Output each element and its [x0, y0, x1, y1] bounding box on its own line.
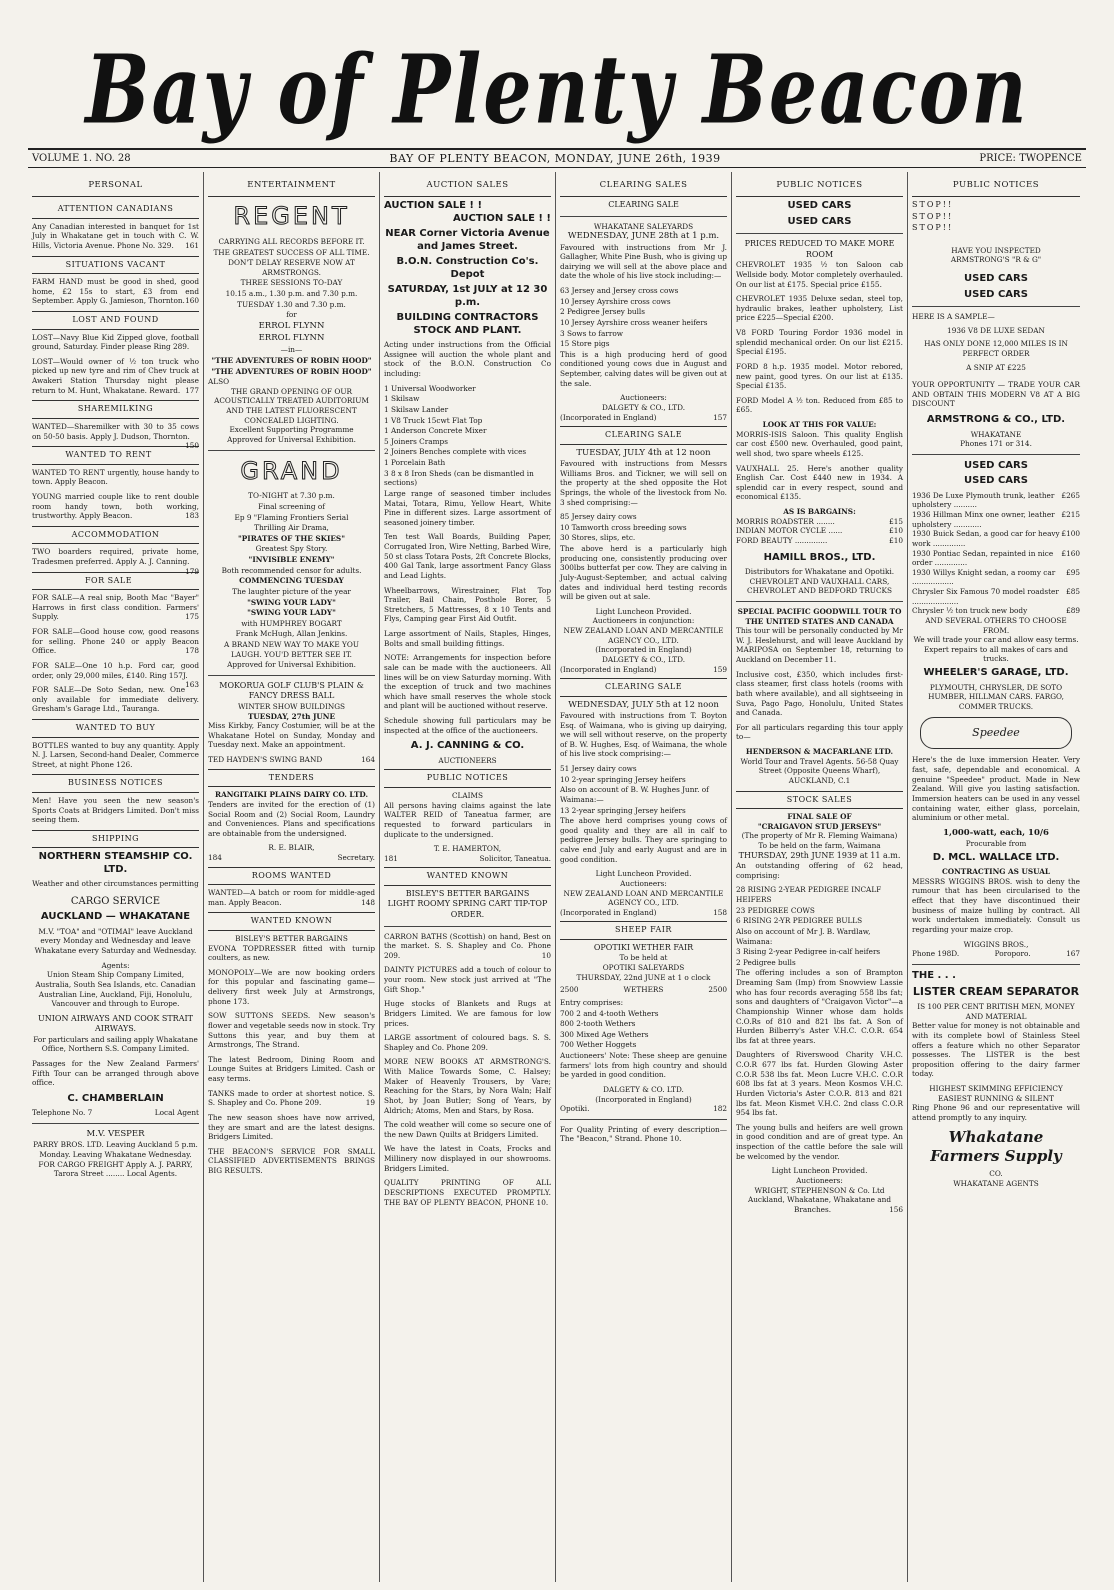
notice-text: Weather and other circumstances permitting: [32, 879, 199, 889]
column-heading: PUBLIC NOTICES: [736, 176, 903, 197]
stock-list: 28 RISING 2-YEAR PEDIGREE INCALF HEIFERS 23 PEDIGREE COWS 6 RISING 2-YR PEDIGREE BULLS Also on account of Mr J. B. Wardlaw, Waimana: 3 Rising 2-year Pedigree in-calf heifers 2 Pedigree bulls: [736, 885, 882, 967]
notice-text: NOTE: Arrangements for inspection before sale can be made with the auctioneers. All lines will be on view Saturday morning. With the exception of truck and two machines which have small reserves the whole stock and plant will be auctioned without reserve.: [384, 653, 551, 711]
notice-text: MESSRS WIGGINS BROS. wish to deny the rumour that has been circularised to the effect that they have discontinued their business of maize hulling by contract. All work undertaken immediately. Consult us regarding your maize crop.: [912, 876, 1080, 934]
notice-text: An outstanding offering of 62 head, comprising:: [736, 861, 903, 880]
car-listing: Chrysler Six Famous 70 model roadster .................... £85: [912, 587, 1080, 606]
notice-text: Procurable from: [965, 839, 1027, 849]
auctioneer-incorporation: (Incorporated in England) 159: [560, 664, 727, 674]
section-heading: SHAREMILKING: [32, 400, 199, 419]
notice-text: HIGHEST SKIMMING EFFICIENCY EASIEST RUNNING & SILENT: [929, 1084, 1063, 1103]
section-heading: TENDERS: [208, 769, 375, 788]
notice-title: SPECIAL PACIFIC GOODWILL TOUR TO THE UNITED STATES AND CANADA: [737, 606, 902, 626]
notice-text: YOUR OPPORTUNITY — TRADE YOUR CAR AND OBTAIN THIS MODERN V8 AT A BIG DISCOUNT: [912, 380, 1080, 409]
divider: [912, 964, 1080, 965]
notice-text: IS 100 PER CENT BRITISH MEN, MONEY AND MATERIAL: [917, 1002, 1075, 1021]
bargain-row: INDIAN MOTOR CYCLE ...... £10: [736, 526, 903, 536]
car-listing: Chrysler ½ ton truck new body £89: [912, 606, 1080, 616]
notice-text: CARGO SERVICE: [70, 896, 161, 908]
notice-title: CLAIMS: [451, 791, 484, 801]
auction-title: AUCTION SALE ! !: [452, 212, 551, 224]
ad-title: USED CARS: [964, 288, 1028, 300]
sale-title: OPOTIKI WETHER FAIR: [593, 942, 694, 952]
masthead: [28, 30, 1086, 148]
column-heading: PERSONAL: [32, 176, 199, 197]
column-heading: CLEARING SALES: [560, 176, 727, 197]
company-name: NORTHERN STEAMSHIP CO. LTD.: [38, 851, 193, 875]
signature: WIGGINS BROS.,: [963, 939, 1029, 949]
grand-logo: GRAND: [240, 456, 343, 485]
notice-text: Auctioneers:: [620, 878, 667, 888]
notice-text: Approved for Universal Exhibition.: [227, 434, 356, 444]
car-listing: 1930 Willys Knight sedan, a roomy car .................. £95: [912, 567, 1080, 587]
car-listing: FORD 8 h.p. 1935 model. Motor rebored, new paint, good tyres. On our list at £135. Special £135.: [736, 361, 903, 391]
notice-text: Auctioneers:: [796, 1175, 843, 1185]
sale-venue: WHAKATANE SALEYARDS: [593, 221, 694, 231]
notice-text: Phones 171 or 314.: [960, 439, 1032, 449]
auctioneer-location: Opotiki. 182: [560, 1104, 727, 1114]
notice-text: CHEVROLET AND VAUXHALL CARS,: [749, 576, 890, 586]
stock-list: 51 Jersey dairy cows 10 2-year springing Jersey heifers Also on account of B. W. Hughes Junr. of Waimana:— 13 2-year springing Jersey heifers: [560, 764, 709, 815]
company-name: D. MCL. WALLACE LTD.: [932, 851, 1060, 863]
section-heading: WANTED KNOWN: [208, 912, 375, 931]
wethers-count: 2500 WETHERS 2500: [560, 985, 727, 995]
signature: 181 Solicitor, Taneatua.: [384, 853, 551, 863]
divider: [208, 450, 375, 451]
notice-text: ARMSTRONG'S "R & G": [950, 255, 1042, 265]
sale-date: TUESDAY, JULY 4th at 12 noon: [576, 447, 711, 458]
car-listing: 1930 Buick Sedan, a good car for heavy work .............. £100: [912, 529, 1080, 548]
classified-ad: CARRON BATHS (Scottish) on hand, Best on the market. S. S. Shapley and Co. Phone 209. 10: [384, 931, 551, 960]
classified-ad: Men! Have you seen the new season's Sports Coats at Bridgers Limited. Don't miss seeing them.: [32, 796, 199, 825]
notice-title: CONTRACTING AS USUAL: [941, 867, 1051, 877]
bargain-row: FORD BEAUTY .............. £10: [736, 535, 903, 545]
notice-text: This is a high producing herd of good conditioned young cows due in August and September, calving dates will be given out at the sale.: [560, 349, 727, 388]
notice-text: Schedule showing full particulars may be inspected at the office of the auctioneers.: [384, 716, 551, 735]
section-heading: ACCOMMODATION: [32, 526, 199, 545]
classified-ad: FOR SALE—One 10 h.p. Ford car, good order, only 29,000 miles, £140. Ring 157J. 163: [32, 660, 199, 690]
route: AUCKLAND — WHAKATANE: [40, 911, 191, 923]
notice-text: (The property of Mr R. Fleming Waimana): [741, 831, 898, 841]
notice-text: CO.: [989, 1169, 1003, 1179]
contact-line: Telephone No. 7 Local Agent: [32, 1108, 199, 1118]
notice-text: TED HAYDEN'S SWING BAND 164: [208, 755, 375, 765]
classified-ad: QUALITY PRINTING OF ALL DESCRIPTIONS EXECUTED PROMPTLY. THE BAY OF PLENTY BEACON, PHONE 10.: [384, 1178, 551, 1207]
classified-ad: WANTED TO RENT urgently, house handy to town. Apply Beacon.: [32, 467, 199, 487]
auctioneer-name: DALGETY & CO. LTD.: [603, 1084, 684, 1094]
notice-text: PARRY BROS. LTD. Leaving Auckland 5 p.m. Monday. Leaving Whakatane Wednesday. FOR CARGO FREIGHT Apply A. J. PARRY, Tarora Street ........ Local Agents.: [33, 1140, 198, 1179]
classified-ad: SOW SUTTONS SEEDS. New season's flower and vegetable seeds now in stock. Try Suttons this year, and buy them at Armstrongs, The Strand.: [208, 1011, 375, 1050]
auctioneer-name: NEW ZEALAND LOAN AND MERCANTILE AGENCY CO., LTD.: [563, 626, 724, 645]
notice-text: Inclusive cost, £350, which includes first-class steamer, first class hotels (rooms with bath where available), and all sightseeing in Suva, Pago Pago, Honolulu, United States and Canada.: [736, 669, 903, 718]
speedee-brand: Speedee: [972, 726, 1020, 740]
classified-ad: FOR SALE—A real snip, Booth Mac "Bayer" Harrows in first class condition. Farmers' Supply. 175: [32, 593, 199, 622]
classified-ad: MONOPOLY—We are now booking orders for this popular and fascinating game—delivery first week July at Armstrongs, phone 173.: [208, 967, 375, 1006]
volume-number: VOLUME 1. NO. 28: [32, 153, 131, 164]
section-heading: LOST AND FOUND: [32, 311, 199, 330]
notice-text: Expert repairs to all makes of cars and trucks.: [923, 644, 1069, 664]
event-venue: WINTER SHOW BUILDINGS: [237, 701, 346, 711]
classified-ad: LOST—Would owner of ½ ton truck who picked up new tyre and rim of Chev truck at Awakeri Station Thursday night please return to M. Hunt, Whakatane. Reward. 177: [32, 356, 199, 395]
auctioneer-incorporation: (Incorporated in England): [595, 1094, 692, 1104]
notice-text: Light Luncheon Provided.: [595, 606, 692, 616]
car-listing: MORRIS-ISIS Saloon. This quality English car cost £500 new. Overhauled, good paint, well shod, two spare wheels £125.: [736, 429, 903, 458]
regent-program: CARRYING ALL RECORDS BEFORE IT. THE GREATEST SUCCESS OF ALL TIME. DON'T DELAY RESERVE NOW AT ARMSTRONGS. THREE SESSIONS TO-DAY 10.15 a.m., 1.30 p.m. and 7.30 p.m. TUESDAY 1.30 and 7.30 p.m. for ERROL FLYNN ERROL FLYNN —in— "THE ADVENTURES OF ROBIN HOOD" "THE ADVENTURES OF ROBIN HOOD": [211, 236, 372, 376]
auctioneer-name: DALGETY & CO., LTD.: [601, 402, 686, 412]
auctioneer-name: DALGETY & CO., LTD.: [601, 654, 686, 664]
notice-text: LIGHT ROOMY SPRING CART TIP-TOP ORDER.: [387, 899, 548, 920]
bargain-row: MORRIS ROADSTER ........ £15: [736, 516, 903, 526]
notice-text: M.V. "TOA" and "OTIMAI" leave Auckland every Monday and Wednesday and leave Whakatane every Saturday and Wednesday.: [34, 926, 197, 955]
notice-text: UNION AIRWAYS AND COOK STRAIT AIRWAYS.: [38, 1013, 193, 1034]
notice-text: HAVE YOU INSPECTED: [951, 245, 1041, 255]
auctioneer-incorporation: (Incorporated in England) 158: [560, 907, 727, 917]
classified-ad: Huge stocks of Blankets and Rugs at Bridgers Limited. We are famous for low prices.: [384, 999, 551, 1028]
classified-ad: The latest Bedroom, Dining Room and Lounge Suites at Bridgers Limited. Cash or easy terms.: [208, 1054, 375, 1084]
section-heading: SHEEP FAIR: [560, 921, 727, 940]
notice-title: AS IS BARGAINS:: [783, 507, 856, 517]
auction-location: B.O.N. Construction Co's. Depot: [396, 256, 539, 280]
notice-text: THE GRAND OPENING OF OUR ACOUSTICALLY TREATED AUDITORIUM AND THE LATEST FLUORESCENT CONCEALED LIGHTING.: [214, 386, 369, 425]
section-heading: WANTED TO BUY: [32, 719, 199, 738]
auctioneer-incorporation: (Incorporated in England) 157: [560, 412, 727, 422]
product-price: 1,000-watt, each, 10/6: [943, 827, 1049, 838]
column-auction-sales: [380, 172, 556, 1582]
classified-ad: DAINTY PICTURES add a touch of colour to your room. New stock just arrived at "The Gift Shop.": [384, 965, 551, 994]
notice-text: The young bulls and heifers are well grown in good condition and are of great type. An inspection of the cattle before the sale will be welcomed by the vendor.: [736, 1122, 903, 1161]
contact-line: Phone 198D. Poroporo. 167: [912, 949, 1080, 959]
company-name: WHEELER'S GARAGE, LTD.: [923, 667, 1069, 679]
classified-ad: YOUNG married couple like to rent double room handy town, both working, trustworthy. Apply Beacon. 183: [32, 491, 199, 521]
classified-ad: LARGE assortment of coloured bags. S. S. Shapley and Co. Phone 209.: [384, 1033, 551, 1052]
ad-title: USED CARS: [787, 215, 852, 227]
dateline: [28, 148, 1086, 168]
classified-ad: We have the latest in Coats, Frocks and Millinery now displayed in our showrooms. Bridgers Limited.: [384, 1144, 551, 1173]
divider: [736, 233, 903, 234]
agent-name: C. CHAMBERLAIN: [67, 1092, 164, 1104]
notice-text: Large range of seasoned timber includes Matai, Totara, Rimu, Yellow Heart, White Pine in different sizes. Large assortment of seasoned joinery timber.: [384, 488, 551, 527]
car-listing: CHEVROLET 1935 ½ ton Saloon cab Wellside body. Motor completely overhauled. On our list at £175. Special price £155.: [736, 260, 903, 289]
car-listing: 1936 De Luxe Plymouth trunk, leather upholstery .......... £265: [912, 490, 1080, 510]
classified-ad: FOR SALE—De Soto Sedan, new. One only available for immediate delivery. Gresham's Garage Ltd., Tauranga.: [32, 685, 199, 714]
notice-text: Wheelbarrows, Wirestrainer, Flat Top Trailer, Bail Chain, Posthole Borer, 5 Stretchers, 5 Mattresses, 8 x 10 Tents and Flys, Camping gear First Aid Outfit.: [384, 585, 551, 624]
classified-ad: LOST—Navy Blue Kid Zipped glove, football ground, Saturday. Finder please Ring 289.: [32, 332, 199, 352]
classified-ad: The new season shoes have now arrived, they are smart and are the latest designs. Bridgers Limited.: [208, 1112, 375, 1142]
classified-ad: For Quality Printing of every description—The "Beacon," Strand. Phone 10.: [560, 1124, 727, 1144]
notice-text: Auctioneers in conjunction:: [592, 616, 695, 626]
notice-text: A SNIP AT £225: [966, 362, 1026, 372]
auction-title: AUCTION SALE ! !: [384, 200, 483, 212]
divider: [912, 454, 1080, 455]
section-heading: BUSINESS NOTICES: [32, 774, 199, 793]
notice-text: ALSO: [208, 377, 230, 387]
section-heading: WANTED TO RENT: [32, 446, 199, 465]
notice-text: Acting under instructions from the Official Assignee will auction the whole plant and stock of the B.O.N. Construction Co including:: [384, 340, 551, 379]
company-name: Whakatane Farmers Supply: [930, 1127, 1062, 1166]
notice-text: For all particulars regarding this tour apply to—: [736, 722, 903, 742]
masthead-title: Bay of Plenty Beacon: [85, 33, 1029, 145]
notice-text: WHAKATANE AGENTS: [953, 1178, 1039, 1188]
notice-text: Excellent Supporting Programme: [229, 425, 354, 435]
car-listing: 1936 Hillman Minx one owner, leather upholstery ............ £215: [912, 510, 1080, 529]
notice-text: WHAKATANE: [970, 429, 1022, 439]
notice-text: Favoured with instructions from Messrs Williams Bros. and Tickner, we will sell on the property at the shed opposite the Hot Springs, the whole of the livestock from No. 3 shed comprising:—: [560, 459, 727, 507]
section-heading: CLEARING SALE: [560, 678, 727, 697]
classified-ad: FOR SALE—Good house cow, good reasons for selling. Phone 240 or apply Beacon Office. 178: [32, 627, 199, 656]
notice-text: We will trade your car and allow easy terms.: [913, 635, 1079, 645]
section-heading: ROOMS WANTED: [208, 867, 375, 886]
classified-ad: MORE NEW BOOKS AT ARMSTRONG'S. With Malice Towards Some, C. Halsey; Maker of Heavenly Trousers, by Vare; Reaching for the Stars, by Nora Waln; Half Shot, by Joan Butler; Song of Years, by Aldrich; Atoms, Men and Stars, by Rosa.: [384, 1057, 551, 1115]
company-name: HENDERSON & MACFARLANE LTD.: [745, 747, 894, 757]
column-heading: ENTERTAINMENT: [208, 176, 375, 197]
notice-text: Distributors for Whakatane and Opotiki.: [744, 567, 895, 577]
notice-text: BISLEY'S BETTER BARGAINS: [405, 888, 530, 898]
notice-text: CHEVROLET AND BEDFORD TRUCKS: [747, 586, 892, 596]
stock-list: 85 Jersey dairy cows 10 Tamworth cross breeding sows 30 Stores, slips, etc.: [560, 512, 687, 543]
notice-text: 1936 V8 DE LUXE SEDAN: [947, 325, 1045, 335]
auctioneer-name: A. J. CANNING & CO.: [410, 740, 525, 752]
divider: [736, 601, 903, 602]
classified-ad: BOTTLES wanted to buy any quantity. Apply N. J. Larsen, Second-hand Dealer, Commerce Street, at night Phone 126.: [32, 740, 199, 769]
auctioneer-incorporation: (Incorporated in England): [595, 645, 692, 655]
column-public-notices: [732, 172, 908, 1582]
car-listing: VAUXHALL 25. Here's another quality English Car. Cost £440 new in 1934. A splendid car in every respect, sound and economical £135.: [736, 463, 903, 502]
column-personal: [28, 172, 204, 1582]
company-name: HAMILL BROS., LTD.: [763, 551, 876, 563]
section-heading: ATTENTION CANADIANS: [32, 201, 199, 219]
notice-text: AND SEVERAL OTHERS TO CHOOSE FROM.: [925, 615, 1067, 635]
notice-text: This tour will be personally conducted by Mr W. J. Heslehurst, and will leave Auckland by MARIPOSA on September 18, returning to Auckland on December 11.: [736, 626, 903, 665]
notice-text: All persons having claims against the late WALTER REID of Taneatua farmer, are requested to forward particulars in duplicate to the undersigned.: [384, 800, 551, 839]
signature: 184 Secretary.: [208, 853, 375, 863]
divider: [384, 926, 551, 927]
column-entertainment: [204, 172, 380, 1582]
auction-date: SATURDAY, 1st JULY at 12 30 p.m.: [387, 284, 548, 308]
company-name: RANGITAIKI PLAINS DAIRY CO. LTD.: [215, 790, 368, 800]
notice-text: Entry comprises:: [560, 997, 624, 1007]
notice-text: Favoured with instructions from Mr J. Gallagher, White Pine Bush, who is giving up dairying we will sell at the above place and date the whole of his live stock including:—: [560, 242, 727, 281]
column-heading: PUBLIC NOTICES: [912, 176, 1080, 197]
regent-logo: REGENT: [233, 202, 350, 231]
notice-text: Light Luncheon Provided.: [595, 869, 692, 879]
classified-ad: TWO boarders required, private home, Tradesmen preferred. Apply A. J. Canning. 179: [32, 547, 199, 576]
classified-ad: The cold weather will come so secure one of the new Dawn Quilts at Bridgers Limited.: [384, 1120, 551, 1139]
notice-text: Better value for money is not obtainable and with its complete bowl of Stainless Steel offers a feature which no other Separator possesses. The LISTER is the best proposition offering to the dairy farmer today.: [912, 1021, 1080, 1079]
notice-title: "CRAIGAVON STUD JERSEYS": [757, 821, 882, 831]
notice-text: Daughters of Riverswood Charity V.H.C. C.O.R 677 lbs fat. Hurden Glowing Aster C.O.R 538 lbs fat. Meon Lucre V.H.C. C.O.R 608 lbs fat at 3 years. Meon Kosmos V.H.C. Hurden Victoria's Aster C.O.R. 813 and 821 lbs fat. Meon Kismet V.H.C. 2nd class C.O.R 954 lbs fat.: [736, 1050, 903, 1118]
classified-ad: WANTED—Sharemilker with 30 to 35 cows on 50-50 basis. Apply J. Dudson, Thornton. 150: [32, 421, 199, 451]
sale-venue: OPOTIKI SALEYARDS: [602, 963, 685, 973]
sale-date: WEDNESDAY, JULY 5th at 12 noon: [568, 699, 719, 710]
issue-date: BAY OF PLENTY BEACON, MONDAY, JUNE 26th, 1939: [389, 152, 721, 165]
price: PRICE: TWOPENCE: [979, 153, 1082, 164]
notice-text: Auctioneers' Note: These sheep are genuine farmers' lots from high country and should be yarded in good condition.: [560, 1051, 727, 1080]
auction-items: 1 Universal Woodworker 1 Skilsaw 1 Skilsaw Lander 1 V8 Truck 15cwt Flat Top 1 Anderson Concrete Mixer 5 Joiners Cramps 2 Joiners Benches complete with vices 1 Porcelain Bath 3 8 x 8 Iron Sheds (can be dismantled in sections): [384, 383, 534, 488]
signature: T. E. HAMERTON,: [433, 844, 502, 854]
event-title: MOKORUA GOLF CLUB'S PLAIN & FANCY DRESS BALL: [219, 680, 364, 701]
notice-text: Ring Phone 96 and our representative will attend promptly to any inquiry.: [912, 1103, 1080, 1122]
event-date: TUESDAY, 27th JUNE: [247, 711, 336, 721]
grand-program: TO-NIGHT at 7.30 p.m. Final screening of Ep 9 "Flaming Frontiers Serial Thrilling Air Drama, "PIRATES OF THE SKIES" Greatest Spy Story. "INVISIBLE ENEMY" Both recommended censor for adults. COMMENCING TUESDAY The laughter picture of the year "SWING YOUR LADY" "SWING YOUR LADY" with HUMPHREY BOGART Frank McHugh, Allan Jenkins. A BRAND NEW WAY TO MAKE YOU LAUGH. YOU'D BETTER SEE IT. Approved for Universal Exhibition.: [221, 491, 362, 670]
ad-title: USED CARS: [964, 475, 1028, 487]
auction-location: NEAR Corner Victoria Avenue and James Street.: [385, 228, 550, 252]
stock-list: 700 2 and 4-tooth Wethers 800 2-tooth Wethers 300 Mixed Age Wethers 700 Wether Hoggets: [560, 1008, 659, 1050]
classified-ad: Any Canadian interested in banquet for 1st July in Whakatane get in touch with C. W. Hills, Victoria Avenue. Phone No. 329. 161: [32, 221, 199, 251]
notice-text: Miss Kirkby, Fancy Costumier, will be at the Whakatane Hotel on Sunday, Monday and Tuesday next. Make an appointment.: [208, 721, 375, 750]
section-heading: WANTED KNOWN: [384, 867, 551, 886]
classified-ad: THE BEACON'S SERVICE FOR SMALL CLASSIFIED ADVERTISEMENTS BRINGS BIG RESULTS.: [208, 1146, 375, 1176]
divider: [912, 306, 1080, 307]
notice-text: PRICES REDUCED TO MAKE MORE ROOM: [744, 239, 895, 259]
stock-list: 63 Jersey and Jersey cross cows 10 Jersey Ayrshire cross cows 2 Pedigree Jersey bulls 10 Jersey Ayrshire cross weaner heifers 3 Sows to farrow 15 Store pigs: [560, 286, 708, 349]
auctioneer-name: WRIGHT, STEPHENSON & Co. Ltd Auckland, Whakatane, Whakatane and Branches. 156: [747, 1185, 903, 1214]
sale-date: WEDNESDAY, JUNE 28th at 1 p.m.: [567, 231, 720, 242]
ad-title: USED CARS: [964, 459, 1028, 471]
notice-text: Light Luncheon Provided.: [771, 1166, 868, 1176]
notice-text: HAS ONLY DONE 12,000 MILES IS IN PERFECT ORDER: [924, 339, 1068, 358]
auctioneer-name: NEW ZEALAND LOAN AND MERCANTILE AGENCY CO., LTD.: [563, 888, 724, 908]
notice-text: PLYMOUTH, CHRYSLER, DE SOTO HUMBER, HILLMAN CARS. FARGO, COMMER TRUCKS.: [928, 682, 1064, 711]
notice-title: FINAL SALE OF: [787, 812, 852, 822]
notice-title: LOOK AT THIS FOR VALUE:: [762, 420, 877, 430]
product-title: LISTER CREAM SEPARATOR: [912, 985, 1080, 999]
divider: [560, 1119, 727, 1120]
notice-text: The offering includes a son of Brampton Dreaming Sam (Imp) from Snowview Lassie who has four records averaging 558 lbs fat; sons and daughters of "Craigavon Victor"—a Championship Winner whose dam holds C.O.Rs of 810 and 821 lbs fat. A Son of Hurden Bilberry's Aster V.H.C. C.O.R. 654 lbs fat at three years.: [736, 968, 903, 1045]
notice-text: Here's the de luxe immersion Heater. Very fast, safe, dependable and economical. A genuine "Speedee" product. Made in New Zealand. Will give you lasting satisfaction. Immersion heaters can be used in any vessel containing water, either glass, porcelain, aluminium or other metal.: [912, 755, 1080, 823]
section-heading: FOR SALE: [32, 572, 199, 591]
notice-text: World Tour and Travel Agents. 56-58 Quay Street (Opposite Queens Wharf), AUCKLAND, C.1: [740, 756, 899, 785]
section-heading: SITUATIONS VACANT: [32, 256, 199, 275]
sale-date: THURSDAY, 22nd JUNE at 1 o clock: [576, 972, 711, 982]
notice-text: HERE IS A SAMPLE—: [912, 312, 995, 322]
notice-text: Tenders are invited for the erection of (1) Social Room and (2) Social Room, Laundry and Conveniences. Plans and specifications are obtainable from the undersigned.: [208, 799, 375, 838]
notice-text: BISLEY'S BETTER BARGAINS: [235, 933, 348, 943]
notice-text: To be held at: [619, 953, 668, 963]
column-public-notices-2: [908, 172, 1084, 1582]
sale-title: CLEARING SALE: [608, 200, 679, 210]
classified-ad: TANKS made to order at shortest notice. S. S. Shapley and Co. Phone 209. 19: [208, 1088, 375, 1108]
classified-ad: WANTED—A batch or room for middle-aged man. Apply Beacon. 148: [208, 888, 375, 907]
section-heading: SHIPPING: [32, 830, 199, 849]
section-heading: STOCK SALES: [736, 791, 903, 810]
ad-title: USED CARS: [964, 273, 1028, 285]
sale-date: THURSDAY, 29th JUNE 1939 at 11 a.m.: [738, 850, 901, 860]
notice-text: Ten test Wall Boards, Building Paper, Corrugated Iron, Wire Netting, Barbed Wire, 50 st class Totara Posts, 2ft Concrete Blocks, 400 Gal Tank, large assortment Fancy Glass and Lead Lights.: [384, 532, 551, 580]
auction-subject: BUILDING CONTRACTORS STOCK AND PLANT.: [396, 312, 539, 336]
notice-text: Union Steam Ship Company Limited, Australia, South Sea Islands, etc. Canadian Australian Line, Auckland, Fiji, Honolulu, Vancouver and through to Europe.: [35, 970, 196, 1009]
notice-text: Favoured with instructions from T. Boyton Esq. of Waimana, who is giving up dairying, we will sell without reserve, on the property of B. W. Hughes, Esq. of Waimana, the whole of his live stock comprising:—: [560, 710, 727, 759]
company-name: ARMSTRONG & CO., LTD.: [926, 414, 1066, 426]
ad-title: USED CARS: [787, 200, 852, 212]
notice-text: Passages for the New Zealand Farmers' Fifth Tour can be arranged through above office.: [32, 1059, 199, 1088]
section-heading: CLEARING SALE: [560, 426, 727, 445]
notice-text: Agents:: [101, 960, 130, 970]
immersion-heater-illustration: [920, 717, 1072, 749]
column-heading: AUCTION SALES: [384, 176, 551, 197]
car-listing: V8 FORD Touring Fordor 1936 model in splendid mechanical order. On our list £215. Special £195.: [736, 328, 903, 357]
notice-text: For particulars and sailing apply Whakatane Office, Northern S.S. Company Limited.: [33, 1034, 198, 1054]
car-listing: CHEVROLET 1935 Deluxe sedan, steel top, hydraulic brakes, leather upholstery, List price £225—Special £200.: [736, 294, 903, 323]
notice-text: THE . . .: [912, 969, 956, 981]
divider: [560, 216, 727, 217]
signature: R. E. BLAIR,: [268, 843, 315, 853]
classified-ad: EVONA TOPDRESSER fitted with turnip coulters, as new.: [208, 943, 375, 963]
notice-text: The above herd is a particularly high producing one, consistently producing over 300lbs butterfat per cow. They are calving in July-August-September, and actual calving dates and individual herd testing records will be given out at sale.: [560, 544, 727, 602]
notice-text: Auctioneers:: [620, 393, 667, 403]
columns: [28, 172, 1086, 1582]
vessel-name: M.V. VESPER: [86, 1129, 145, 1140]
notice-text: AUCTIONEERS: [438, 755, 497, 765]
stop-lines: STOP!! STOP!! STOP!!: [912, 200, 954, 233]
car-listing: 1930 Pontiac Sedan, repainted in nice order .............. £160: [912, 548, 1080, 568]
notice-text: Large assortment of Nails, Staples, Hinges, Bolts and small building fittings.: [384, 629, 551, 648]
notice-text: To be held on the farm, Waimana: [758, 840, 881, 850]
section-heading: PUBLIC NOTICES: [384, 769, 551, 788]
divider: [32, 1123, 199, 1124]
notice-text: The above herd comprises young cows of good quality and they are all in calf to pedigree Jersey bulls. They are springing to calve end July and early August and are in good condition.: [560, 816, 727, 864]
car-listing: FORD Model A ½ ton. Reduced from £85 to £65.: [736, 395, 903, 415]
classified-ad: FARM HAND must be good in shed, good home, £2 15s to start, £3 from end September. Apply G. Jamieson, Thornton. 160: [32, 277, 199, 306]
divider: [208, 675, 375, 676]
column-clearing-sales: [556, 172, 732, 1582]
